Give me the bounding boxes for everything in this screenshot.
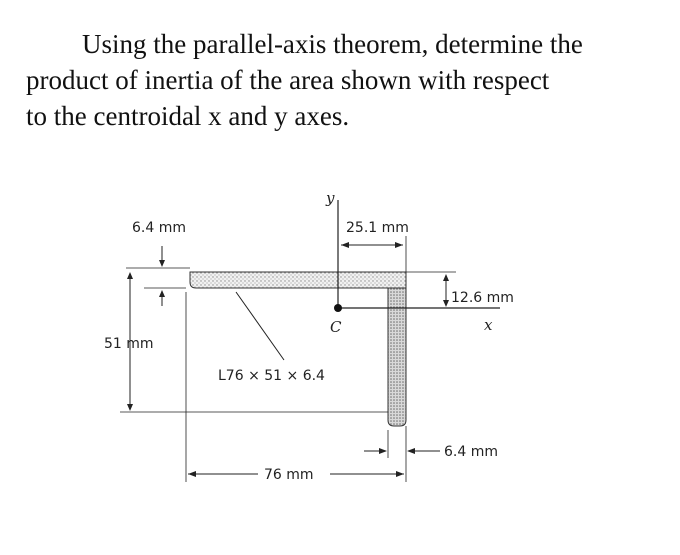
- problem-line-2: product of inertia of the area shown with respect: [26, 65, 550, 95]
- axis-x-label: x: [484, 316, 493, 334]
- section-leader-line: [236, 292, 284, 360]
- dim-centroid-vertical: 12.6 mm: [451, 290, 514, 306]
- axis-y-label: y: [326, 189, 335, 207]
- dim-top-arrowhead-down: [159, 260, 165, 267]
- problem-line-3: to the centroidal x and y axes.: [26, 101, 350, 131]
- problem-line-1: Using the parallel-axis theorem, determine the: [82, 29, 583, 59]
- centroid-point: [334, 304, 342, 312]
- section-designation: L76 × 51 × 6.4: [218, 368, 325, 384]
- dim-width: 76 mm: [264, 467, 314, 483]
- dim-height: 51 mm: [104, 336, 154, 352]
- dim-centroid-horizontal: 25.1 mm: [346, 220, 409, 236]
- dim-leg-arrowhead-out: [407, 448, 415, 454]
- dim-leg-arrowhead-in: [379, 448, 387, 454]
- angle-top-flange: [190, 272, 406, 288]
- angle-vertical-leg: [388, 288, 406, 426]
- dim-leg-thickness: 6.4 mm: [444, 444, 498, 460]
- dim-top-arrowhead-up: [159, 290, 165, 297]
- centroid-label: C: [330, 318, 342, 336]
- dim-top-thickness: 6.4 mm: [132, 220, 186, 236]
